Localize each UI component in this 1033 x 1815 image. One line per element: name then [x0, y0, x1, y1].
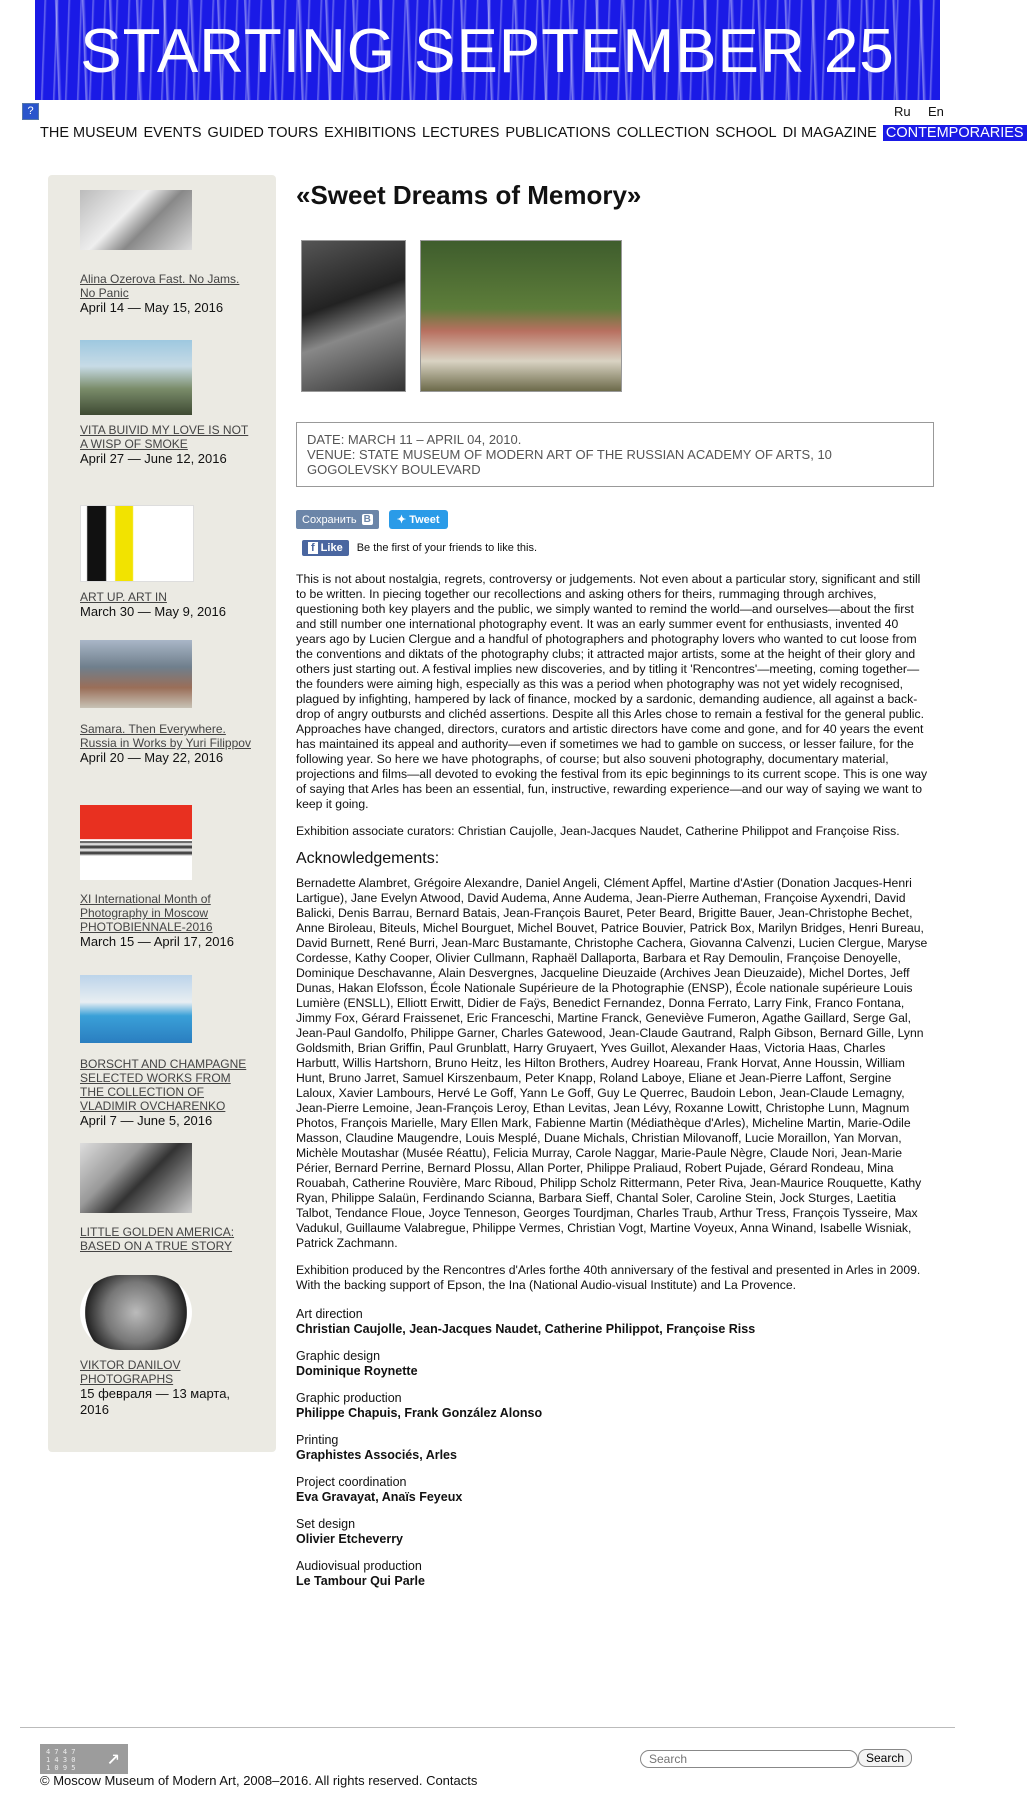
- help-icon[interactable]: ?: [22, 103, 39, 120]
- sidebar-item: [80, 1143, 255, 1253]
- sidebar-item-link[interactable]: ART UP. ART IN: [80, 590, 167, 604]
- arrow-up-right-icon: ↗: [106, 1745, 120, 1770]
- nav-item-contemporaries[interactable]: CONTEMPORARIES: [883, 125, 1027, 141]
- vk-icon: В: [363, 514, 371, 525]
- acknowledgements-text: Bernadette Alambret, Grégoire Alexandre, Daniel Angeli, Clément Apffel, Martine d'Astier (Donation Jacques-Henri Lartigue), Jane Evelyn Atwood, David Audema, Anne Audema, Jean-Pierre Autheman, Françoise Ayxendri, David Balicki, Denis Barrau, Bernard Batais, Jean-François Bauret, Peter Beard, Brigitte Bauer, Jean-Christophe Bechet, Anne Biroleau, Biteuls, Michel Bourguet, Michel Bouvet, Patrice Bouvier, Patrick Box, Marilyn Bridges, Henri Bureau, David Burnett, René Burri, Jean-Marc Bustamante, Christophe Cachera, Giovanna Calvenzi, Lucien Clergue, Maryse Cordesse, Kathy Cooper, Olivier Cullmann, Raphaël Dallaporta, Barbara et Ray Demoulin, Françoise Denoyelle, Dominique Deschavanne, Alain Desvergnes, Jacqueline Dieuzaide (Archives Jean Dieuzaide), Michel Dortes, Jeff Dunas, Hakan Elofsson, École Nationale Supérieure de la Photographie (ENSP), École nationale supérieure Louis Lumière (ENSLL), Elliott Erwitt, Didier de Faÿs, Benedict Fernandez, Donna Ferrato, Larry Fink, Franco Fontana, Jimmy Fox, Gérard Fraissenet, Eric Franceschi, Martine Franck, Geneviève Fumeron, Agathe Gaillard, Serge Gal, Jean-Paul Gandolfo, Philippe Garner, Charles Gatewood, Jean-Claude Gautrand, Ralph Gibson, Bernard Gille, Lynn Goldsmith, Brian Griffin, Paul Grunblatt, Harry Gruyaert, Yves Guillot, Alexander Haas, Victoria Haas, Charles Harbutt, Willis Hartshorn, Bruno Heitz, les Hilton Brothers, Audrey Hoareau, Frank Horvat, Anne Houssin, William Hunt, Bruno Jarret, Samuel Kirszenbaum, Peter Knapp, Roland Laboye, Eliane et Jean-Pierre Laffont, Sergine Laloux, Xavier Lambours, Hervé Le Goff, Yann Le Goff, Guy Le Querrec, Baudoin Lebon, Jean-Claude Lemagny, Jean-Pierre Lemoine, Jean-François Leroy, Ethan Levitas, Jean Lévy, Roxanne Lowitt, Christophe Lunn, Magnum Photos, François Marielle, Mary Ellen Mark, Fabienne Martin (Médiathèque d'Arles), Micheline Martin, Marie-Odile Masson, Claudine Maugendre, Louis Mesplé, Duane Michals, Christian Milovanoff, Lucie Moraillon, Yan Morvan, Michèle Moutashar (Musée Réattu), Felicia Murray, Carole Naggar, Marie-Paule Nègre, Claude Nori, Jean-Marie Périer, Bernard Perrine, Bernard Plossu, Allan Porter, Philippe Praliaud, Robert Pujade, Gérard Rondeau, Mina Rouabah, Catherine Rouvière, Marc Riboud, Philipp Scholz Rittermann, Peter Riva, Jean-Maurice Rouquette, Kathy Ryan, Philippe Salaün, Ferdinando Scianna, Barbara Sieff, Chantal Soler, Caroline Stein, Jock Sturges, Laetitia Talbot, Tendance Floue, Joyce Tenneson, Georges Tourdjman, Charles Traub, Arthur Tress, François Tysseire, Max Vadukul, Guillaume Valabregue, Philippe Vermes, Christian Vogt, Martine Voyeux, Anna Winand, Isabelle Wisniak, Patrick Zachmann.: [296, 876, 928, 1250]
- facebook-icon: f: [308, 542, 318, 554]
- vk-save-label: Сохранить: [302, 513, 357, 526]
- produced-text: Exhibition produced by the Rencontres d'Arles forthe 40th anniversary of the festival and presented in Arles in 2009.: [296, 1263, 921, 1277]
- footer-divider: [20, 1727, 955, 1728]
- search-input[interactable]: [640, 1750, 858, 1768]
- twitter-bird-icon: ✦: [396, 514, 410, 526]
- nav-item-publications[interactable]: PUBLICATIONS: [505, 125, 611, 141]
- exhibition-thumbnail[interactable]: [80, 1143, 192, 1213]
- page-title: «Sweet Dreams of Memory»: [296, 180, 642, 210]
- credit-role: Audiovisual production: [296, 1559, 422, 1573]
- vk-save-button[interactable]: [296, 510, 379, 529]
- nav-item-lectures[interactable]: LECTURES: [422, 125, 500, 141]
- article-body: [296, 572, 928, 1601]
- credit-names: Dominique Roynette: [296, 1364, 418, 1378]
- main-nav: [40, 124, 1033, 142]
- search-button[interactable]: Search: [858, 1749, 912, 1767]
- sidebar-item: [80, 505, 255, 620]
- facebook-like-text: Be the first of your friends to like this.: [356, 542, 538, 554]
- facebook-like-label: Like: [320, 542, 343, 554]
- credit-names: Eva Gravayat, Anaïs Feyeux: [296, 1490, 463, 1504]
- sidebar-item: [80, 1275, 255, 1418]
- curators-text: Exhibition associate curators: Christian Caujolle, Jean-Jacques Naudet, Catherine Philippot and Françoise Riss.: [296, 824, 900, 838]
- credit-role: Graphic production: [296, 1391, 402, 1405]
- promo-banner[interactable]: [35, 0, 940, 100]
- nav-item-di-magazine[interactable]: DI MAGAZINE: [782, 125, 877, 141]
- contacts-link[interactable]: Contacts: [426, 1773, 478, 1788]
- nav-item-events[interactable]: EVENTS: [143, 125, 202, 141]
- credit-block: [296, 1349, 928, 1379]
- facebook-like-row: [302, 540, 537, 556]
- copyright: [40, 1773, 477, 1788]
- sidebar-item-link[interactable]: VITA BUIVID MY LOVE IS NOT A WISP OF SMOKE: [80, 423, 249, 451]
- main-content: [296, 180, 931, 1588]
- copyright-text: © Moscow Museum of Modern Art, 2008–2016. All rights reserved.: [40, 1773, 423, 1788]
- sidebar-item: [80, 190, 255, 316]
- sidebar-item-date: April 27 — June 12, 2016: [80, 451, 227, 466]
- sidebar: [48, 175, 276, 1452]
- exhibition-thumbnail[interactable]: [80, 975, 192, 1043]
- backing-text: With the backing support of Epson, the Ina (National Audio-visual Institute) and La Provence.: [296, 1278, 796, 1292]
- credit-block: [296, 1307, 928, 1337]
- credit-block: [296, 1517, 928, 1547]
- facebook-like-button[interactable]: [302, 540, 349, 556]
- sidebar-item-link[interactable]: XI International Month of Photography in Moscow PHOTOBIENNALE-2016: [80, 892, 213, 934]
- museum-logo[interactable]: [40, 1744, 128, 1774]
- event-date: DATE: MARCH 11 – APRIL 04, 2010.: [307, 432, 522, 447]
- sidebar-item: [80, 805, 255, 950]
- banner-text: STARTING SEPTEMBER 25: [80, 17, 895, 86]
- exhibition-thumbnail[interactable]: [80, 190, 192, 250]
- nav-item-collection[interactable]: COLLECTION: [616, 125, 710, 141]
- sidebar-item: [80, 975, 255, 1129]
- credit-names: Philippe Chapuis, Frank González Alonso: [296, 1406, 543, 1420]
- credit-names: Christian Caujolle, Jean-Jacques Naudet, Catherine Philippot, Françoise Riss: [296, 1322, 756, 1336]
- event-info-box: [296, 422, 934, 487]
- acknowledgements-heading: Acknowledgements:: [296, 850, 440, 867]
- sidebar-item: [80, 340, 255, 467]
- credit-role: Project coordination: [296, 1475, 407, 1489]
- exhibition-thumbnail[interactable]: [80, 805, 192, 880]
- sidebar-item-date: 15 февраля — 13 марта, 2016: [80, 1386, 231, 1417]
- credit-role: Art direction: [296, 1307, 363, 1321]
- credit-block: [296, 1391, 928, 1421]
- nav-item-guided-tours[interactable]: GUIDED TOURS: [207, 125, 319, 141]
- credit-names: Graphistes Associés, Arles: [296, 1448, 457, 1462]
- tweet-button[interactable]: [389, 510, 448, 529]
- credit-block: [296, 1433, 928, 1463]
- lang-en-link[interactable]: En: [928, 104, 944, 119]
- event-venue: VENUE: STATE MUSEUM OF MODERN ART OF THE RUSSIAN ACADEMY OF ARTS, 10 GOGOLEVSKY BOULEVARD: [307, 447, 832, 477]
- sidebar-item-link[interactable]: VIKTOR DANILOV PHOTOGRAPHS: [80, 1358, 181, 1386]
- nav-item-school[interactable]: SCHOOL: [715, 125, 777, 141]
- article-paragraph: This is not about nostalgia, regrets, controversy or judgements. Not even about a particular story, significant and still to be written. In piecing together our recollections and asking others for theirs, rummaging through archives, questioning both key players and the public, we simply wanted to remind the world—and ourselves—about the first and still number one international photography event. It was an early summer event for enthusiasts, invented 40 years ago by Lucien Clergue and a handful of photographers and photography lovers who wanted to cut loose from the conventions and diktats of the photography clubs; it attracted major artists, some at the height of their glory and others just starting out. A festival implies new discoveries, and by titling it 'Rencontres'—meeting, coming together—the founders were aiming high, especially as this was a period when photography was not yet widely recognised, plagued by infighting, hampered by lack of finance, mocked by a sardonic, demanding audience, all against a back- drop of angry outbursts and clichéd assertions. Despite all this Arles chose to remain a festival for the general public. Approaches have changed, directors, curators and artistic directors have come and gone, and for 40 years the event has maintained its appeal and authority—even if sometimes we had to gamble on success, or lesser failure, for the following year. So here we have photographs, of course; but also souveni photography, documentary material, projections and films—all devoted to evoking the festival from its epic beginnings to its current scope. This is one way of saying that Arles has been an essential, fun, instructive, rewarding experience—and our way of saying we want to keep it going.: [296, 572, 928, 811]
- exhibition-photo[interactable]: [301, 240, 406, 392]
- exhibition-photo[interactable]: [420, 240, 622, 392]
- sidebar-item: [80, 640, 255, 766]
- credit-role: Printing: [296, 1433, 339, 1447]
- tweet-label: Tweet: [409, 514, 440, 526]
- sidebar-item-date: March 15 — April 17, 2016: [80, 934, 234, 949]
- credit-role: Set design: [296, 1517, 356, 1531]
- sidebar-item-link[interactable]: LITTLE GOLDEN AMERICA: BASED ON A TRUE STORY: [80, 1225, 235, 1253]
- credit-names: Le Tambour Qui Parle: [296, 1574, 425, 1588]
- exhibition-thumbnail[interactable]: [80, 340, 192, 415]
- sidebar-item-link[interactable]: Samara. Then Everywhere. Russia in Works by Yuri Filippov: [80, 722, 251, 750]
- exhibition-thumbnail[interactable]: [80, 640, 192, 708]
- nav-item-museum[interactable]: THE MUSEUM: [40, 125, 138, 141]
- sidebar-item-date: March 30 — May 9, 2016: [80, 604, 226, 619]
- sidebar-item-date: April 20 — May 22, 2016: [80, 750, 224, 765]
- sidebar-item-link[interactable]: BORSCHT AND CHAMPAGNE SELECTED WORKS FROM THE COLLECTION OF VLADIMIR OVCHARENKO: [80, 1057, 247, 1113]
- sidebar-item-date: April 7 — June 5, 2016: [80, 1113, 213, 1128]
- nav-item-exhibitions[interactable]: EXHIBITIONS: [324, 125, 417, 141]
- sidebar-item-date: April 14 — May 15, 2016: [80, 300, 224, 315]
- credit-role: Graphic design: [296, 1349, 381, 1363]
- credit-names: Olivier Etcheverry: [296, 1532, 404, 1546]
- lang-ru-link[interactable]: Ru: [894, 104, 911, 119]
- social-share: [296, 510, 448, 529]
- exhibition-thumbnail[interactable]: [80, 1275, 192, 1350]
- credit-block: [296, 1475, 928, 1505]
- sidebar-item-link[interactable]: Alina Ozerova Fast. No Jams. No Panic: [80, 272, 240, 300]
- exhibition-thumbnail[interactable]: [80, 505, 194, 582]
- credit-block: [296, 1559, 928, 1589]
- logo-numbers: 4 7 4 7 1 4 3 0 1 0 9 5: [46, 1748, 76, 1772]
